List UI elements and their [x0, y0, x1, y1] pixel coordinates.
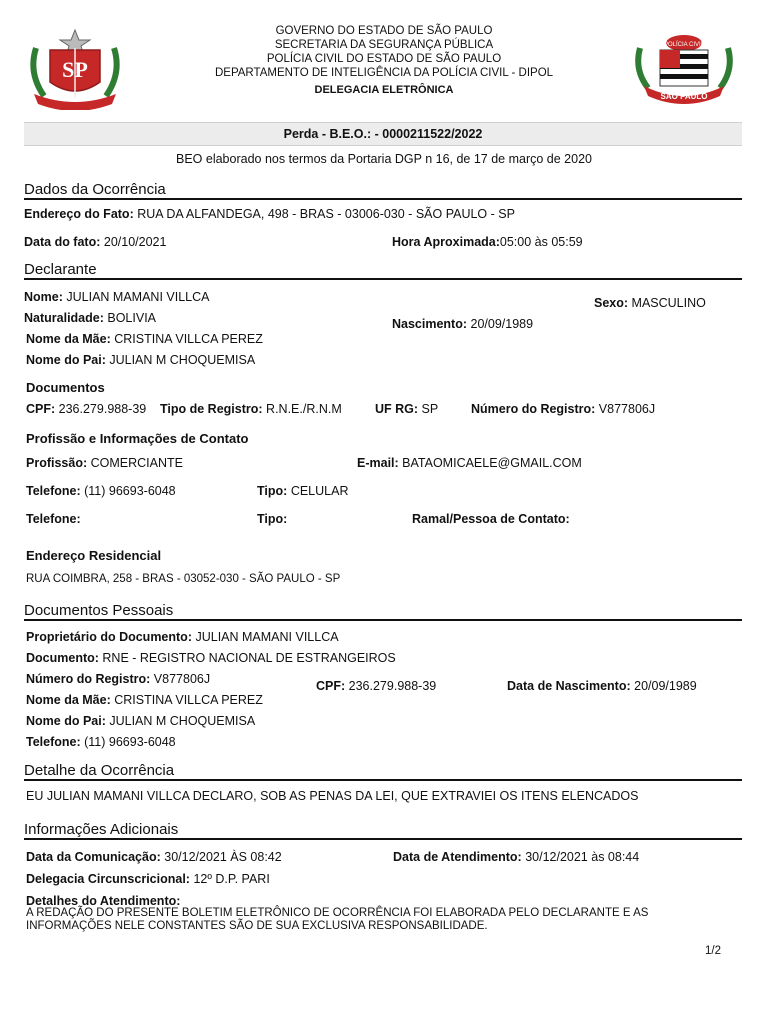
- docs-numero-label: Número do Registro:: [26, 672, 151, 686]
- docs-cpf-value: 236.279.988-39: [348, 679, 437, 693]
- docs-mae: [26, 693, 263, 707]
- cpf-value: 236.279.988-39: [58, 402, 147, 416]
- telefone-1-label: Telefone:: [26, 484, 81, 498]
- hora-aproximada: [392, 235, 583, 249]
- declarante-cpf: [26, 402, 146, 416]
- atendimento-label: Data de Atendimento:: [393, 850, 522, 864]
- declarante-telefone-1: [26, 484, 176, 498]
- data-fato-value: 20/10/2021: [103, 235, 167, 249]
- svg-text:POLÍCIA CIVIL: POLÍCIA CIVIL: [663, 42, 705, 48]
- section-title-docs-pessoais: Documentos Pessoais: [24, 602, 742, 621]
- declarante-mae: [26, 332, 263, 346]
- pai-label: Nome do Pai:: [26, 353, 106, 367]
- info-delegacia: [26, 872, 270, 886]
- endereco-fato: [24, 207, 515, 221]
- telefone-2-label: Telefone:: [26, 512, 81, 526]
- detalhe-text: EU JULIAN MAMANI VILLCA DECLARO, SOB AS PENAS DA LEI, QUE EXTRAVIEI OS ITENS ELENCADOS: [26, 789, 639, 803]
- documentos-subtitle: Documentos: [26, 380, 105, 395]
- delegacia-label: Delegacia Circunscricional:: [26, 872, 190, 886]
- naturalidade-value: BOLIVIA: [107, 311, 157, 325]
- docs-telefone: [26, 735, 176, 749]
- numero-registro-label: Número do Registro:: [471, 402, 596, 416]
- declarante-ramal: [412, 512, 570, 526]
- header-line-2: SECRETARIA DA SEGURANÇA PÚBLICA: [274, 39, 494, 51]
- docs-dn-value: 20/09/1989: [634, 679, 697, 693]
- docs-cpf: [316, 679, 436, 693]
- svg-text:SP: SP: [62, 57, 88, 82]
- docs-telefone-label: Telefone:: [26, 735, 81, 749]
- pai-value: JULIAN M CHOQUEMISA: [109, 353, 256, 367]
- hora-value: 05:00 às 05:59: [499, 235, 583, 249]
- endereco-fato-label: Endereço do Fato:: [24, 207, 134, 221]
- policia-civil-emblem-icon: [634, 30, 734, 104]
- docs-documento: [26, 651, 396, 665]
- proprietario-value: JULIAN MAMANI VILLCA: [195, 630, 339, 644]
- docs-mae-value: CRISTINA VILLCA PEREZ: [114, 693, 263, 707]
- header-line-1: GOVERNO DO ESTADO DE SÃO PAULO: [275, 25, 493, 37]
- declarante-tipo-registro: [160, 402, 342, 416]
- info-data-comunicacao: [26, 850, 282, 864]
- declarante-sexo: [594, 296, 706, 310]
- header-line-3: POLÍCIA CIVIL DO ESTADO DE SÃO PAULO: [266, 53, 502, 65]
- header-line-4: DEPARTAMENTO DE INTELIGÊNCIA DA POLÍCIA CIVIL - DIPOL: [214, 67, 554, 79]
- svg-text:SÃO PAULO: SÃO PAULO: [660, 92, 708, 101]
- profissao-value: COMERCIANTE: [90, 456, 183, 470]
- docs-pai: [26, 714, 255, 728]
- docs-cpf-label: CPF:: [316, 679, 346, 693]
- sexo-value: MASCULINO: [631, 296, 706, 310]
- delegacia-value: 12º D.P. PARI: [193, 872, 270, 886]
- endereco-residencial-subtitle: Endereço Residencial: [26, 548, 162, 563]
- uf-rg-value: SP: [421, 402, 439, 416]
- docs-pai-value: JULIAN M CHOQUEMISA: [109, 714, 256, 728]
- nome-label: Nome:: [24, 290, 63, 304]
- atendimento-value: 30/12/2021 às 08:44: [525, 850, 640, 864]
- nascimento-label: Nascimento:: [392, 317, 468, 331]
- declarante-naturalidade: [24, 311, 156, 325]
- declarante-tipo-2: [257, 512, 287, 526]
- detalhes-atendimento-line-2: INFORMAÇÕES NELE CONSTANTES SÃO DE SUA EXCLUSIVA RESPONSABILIDADE.: [26, 920, 488, 932]
- documento-value: RNE - REGISTRO NACIONAL DE ESTRANGEIROS: [102, 651, 396, 665]
- declarante-tipo-1: [257, 484, 348, 498]
- profissao-subtitle: Profissão e Informações de Contato: [26, 431, 249, 446]
- uf-rg-label: UF RG:: [375, 402, 419, 416]
- telefone-1-value: (11) 96693-6048: [84, 484, 176, 498]
- beo-banner: Perda - B.E.O.: - 0000211522/2022: [24, 122, 742, 146]
- tipo-2-label: Tipo:: [257, 512, 288, 526]
- nome-value: JULIAN MAMANI VILLCA: [66, 290, 210, 304]
- docs-dn-label: Data de Nascimento:: [507, 679, 631, 693]
- data-fato: [24, 235, 166, 249]
- nascimento-value: 20/09/1989: [470, 317, 534, 331]
- cpf-label: CPF:: [26, 402, 56, 416]
- docs-data-nascimento: [507, 679, 697, 693]
- docs-mae-label: Nome da Mãe:: [26, 693, 111, 707]
- declarante-pai: [26, 353, 255, 367]
- page-number: 1/2: [705, 945, 721, 957]
- documento-label: Documento:: [26, 651, 99, 665]
- tipo-1-value: CELULAR: [290, 484, 349, 498]
- declarante-email: [357, 456, 582, 470]
- proprietario-label: Proprietário do Documento:: [26, 630, 192, 644]
- data-fato-label: Data do fato:: [24, 235, 101, 249]
- detalhes-atendimento-line-1: A REDAÇÃO DO PRESENTE BOLETIM ELETRÔNICO DE OCORRÊNCIA FOI ELABORADA PELO DECLARANTE E AS: [26, 907, 649, 919]
- mae-value: CRISTINA VILLCA PEREZ: [114, 332, 263, 346]
- tipo-registro-label: Tipo de Registro:: [160, 402, 263, 416]
- declarante-nascimento: [392, 317, 533, 331]
- declarante-numero-registro: [471, 402, 655, 416]
- declarante-profissao: [26, 456, 183, 470]
- endereco-residencial-value: RUA COIMBRA, 258 - BRAS - 03052-030 - SÃO PAULO - SP: [26, 573, 341, 585]
- right-logo: [634, 30, 734, 104]
- declarante-uf-rg: [375, 402, 438, 416]
- email-value: BATAOMICAELE@GMAIL.COM: [402, 456, 582, 470]
- tipo-1-label: Tipo:: [257, 484, 288, 498]
- endereco-fato-value: RUA DA ALFANDEGA, 498 - BRAS - 03006-030 - SÃO PAULO - SP: [137, 207, 515, 221]
- header-line-5: DELEGACIA ELETRÔNICA: [314, 84, 454, 96]
- docs-numero-value: V877806J: [153, 672, 211, 686]
- beo-subtitle: BEO elaborado nos termos da Portaria DGP n 16, de 17 de março de 2020: [176, 152, 592, 166]
- hora-label: Hora Aproximada:: [392, 235, 500, 249]
- comunicacao-label: Data da Comunicação:: [26, 850, 161, 864]
- profissao-label: Profissão:: [26, 456, 88, 470]
- docs-numero-registro: [26, 672, 210, 686]
- comunicacao-value: 30/12/2021 ÀS 08:42: [164, 850, 282, 864]
- info-data-atendimento: [393, 850, 639, 864]
- section-title-declarante: Declarante: [24, 261, 742, 280]
- naturalidade-label: Naturalidade:: [24, 311, 104, 325]
- email-label: E-mail:: [357, 456, 399, 470]
- section-title-ocorrencia: Dados da Ocorrência: [24, 181, 742, 200]
- declarante-telefone-2: [26, 512, 81, 526]
- mae-label: Nome da Mãe:: [26, 332, 111, 346]
- ramal-label: Ramal/Pessoa de Contato:: [412, 512, 570, 526]
- sexo-label: Sexo:: [594, 296, 629, 310]
- docs-pai-label: Nome do Pai:: [26, 714, 106, 728]
- declarante-nome: [24, 290, 209, 304]
- docs-proprietario: [26, 630, 339, 644]
- docs-telefone-value: (11) 96693-6048: [84, 735, 176, 749]
- numero-registro-value: V877806J: [598, 402, 656, 416]
- section-title-detalhe: Detalhe da Ocorrência: [24, 762, 742, 781]
- section-title-info: Informações Adicionais: [24, 821, 742, 840]
- detalhes-atendimento-label: Detalhes do Atendimento:: [26, 894, 181, 908]
- tipo-registro-value: R.N.E./R.N.M: [266, 402, 342, 416]
